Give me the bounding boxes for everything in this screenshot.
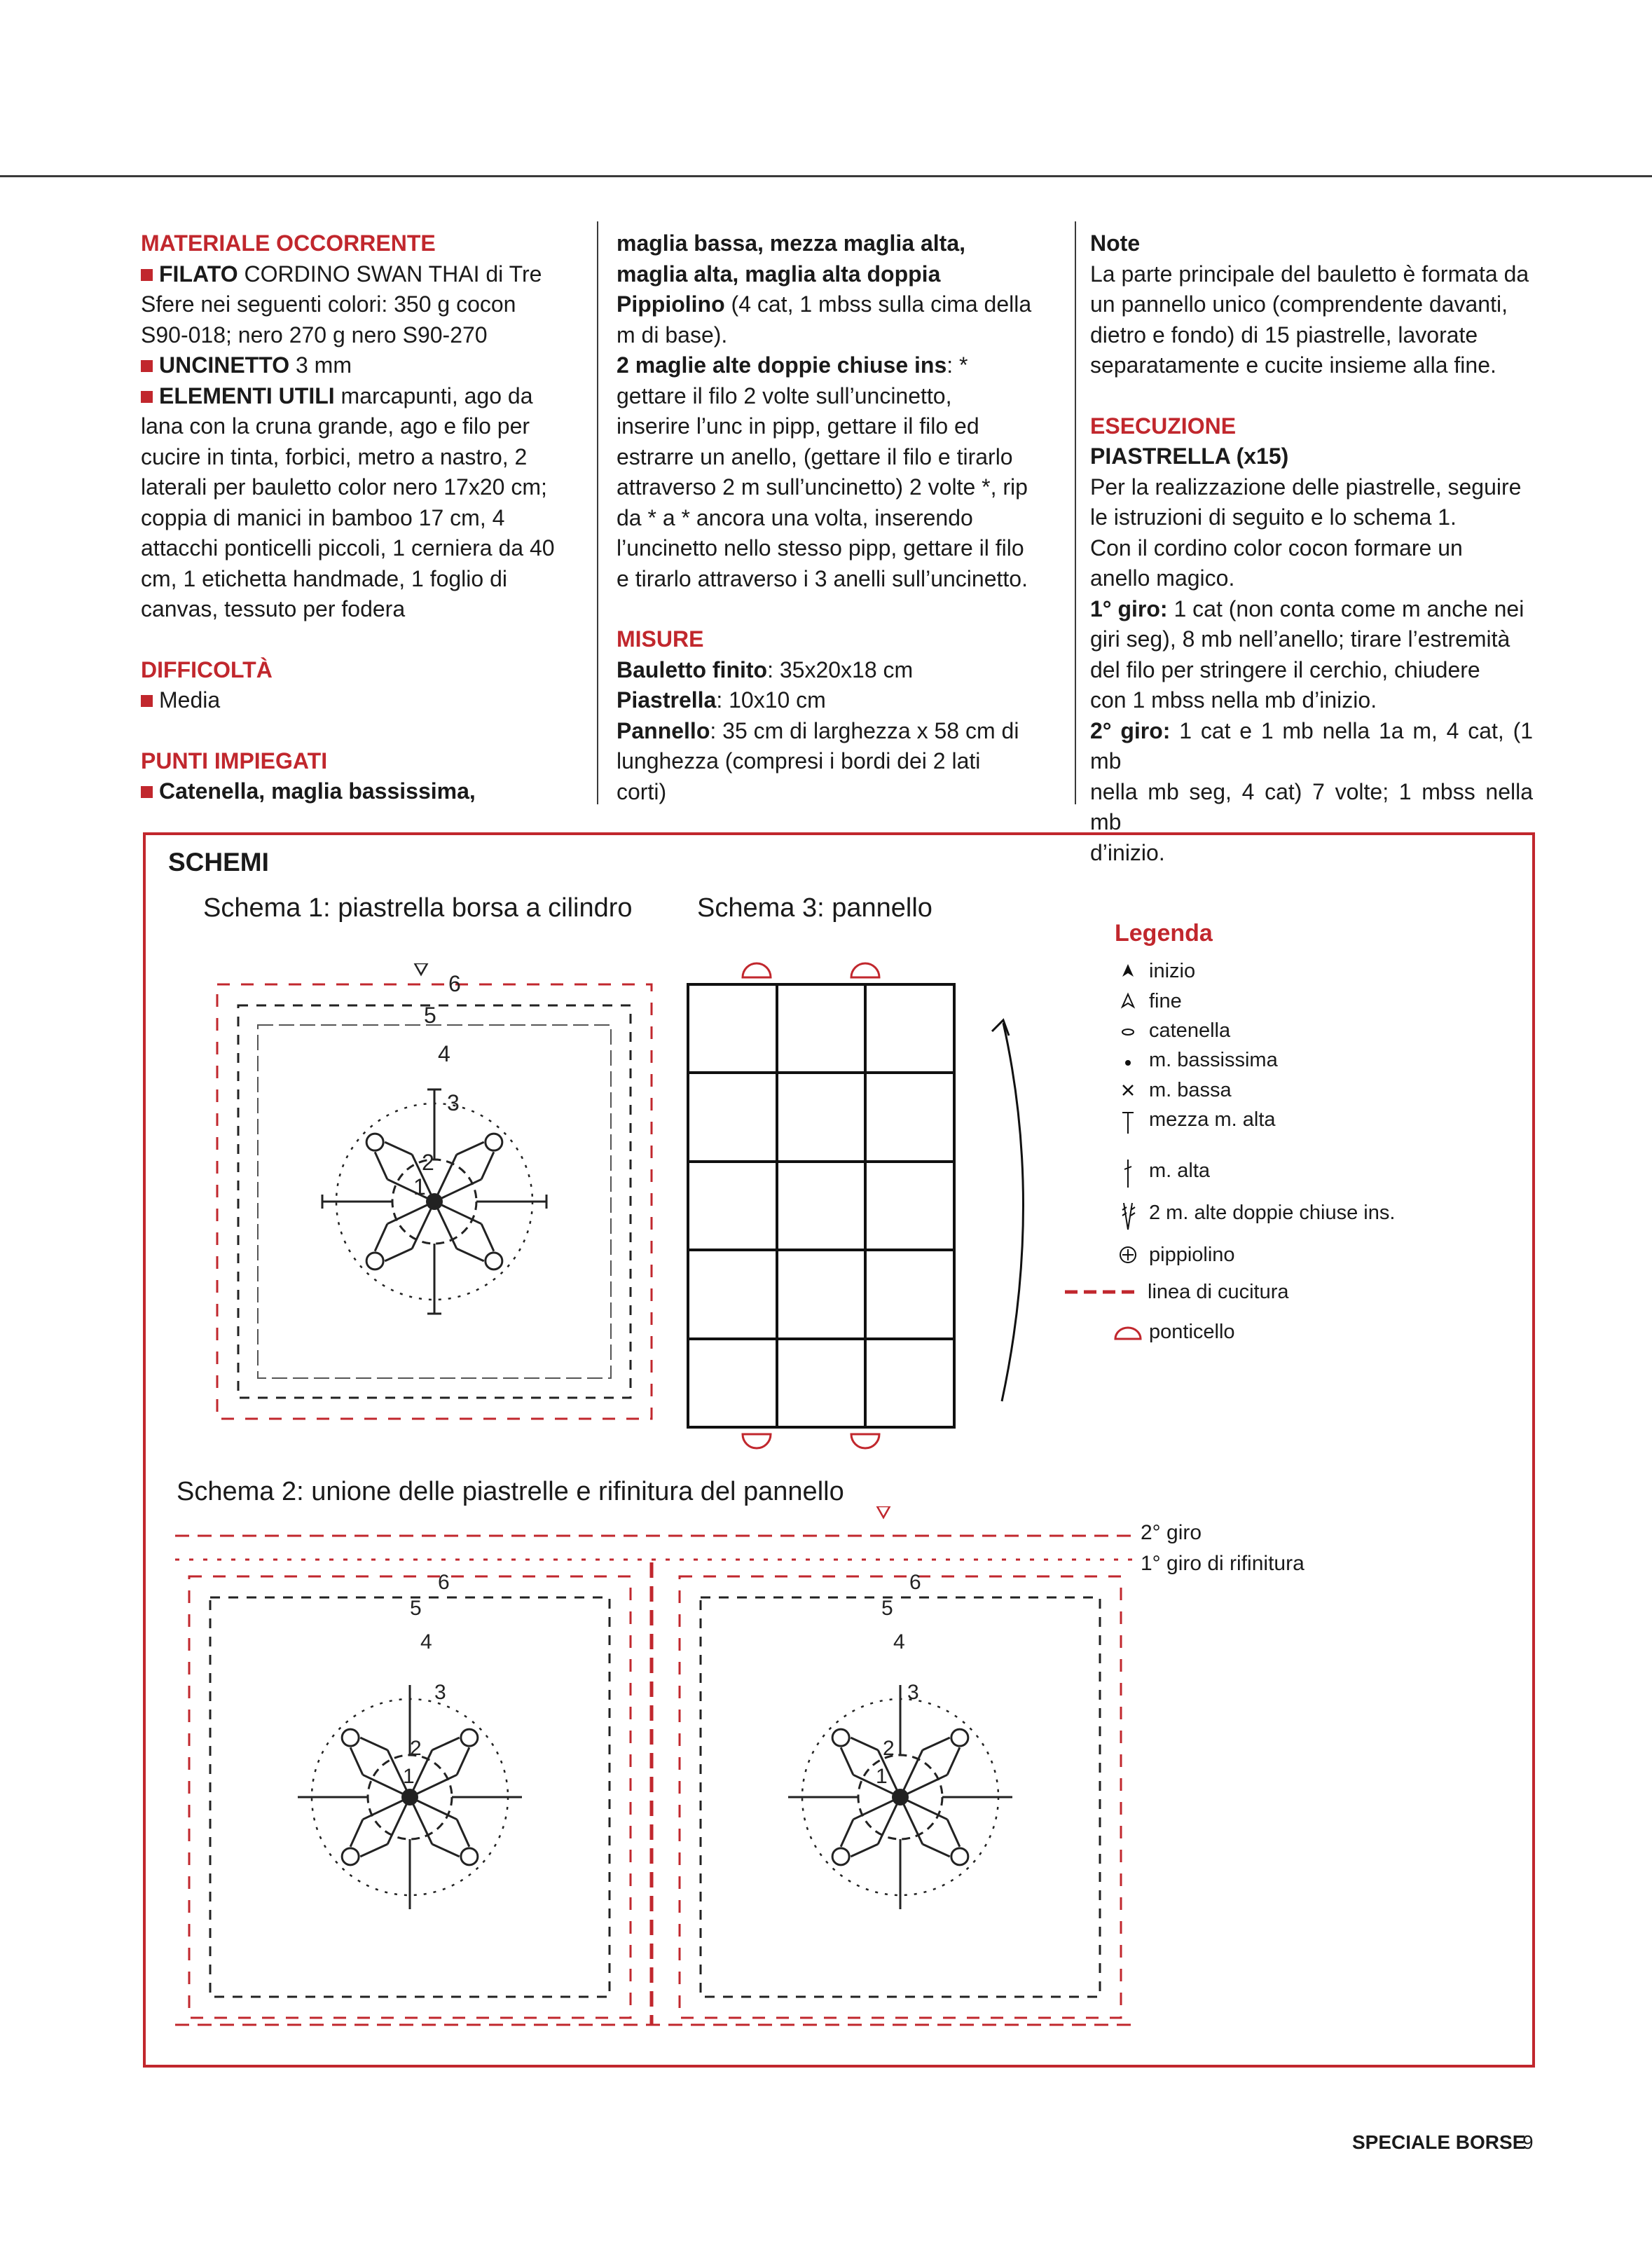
note-title: Note (1090, 231, 1141, 256)
punti-line: Catenella, maglia bassissima, (141, 776, 573, 807)
slip-stitch-dot-icon (1107, 1049, 1149, 1070)
elementi-text: cm, 1 etichetta handmade, 1 foglio di (141, 565, 507, 591)
difficolta-title: DIFFICOLTÀ (141, 656, 273, 682)
bullet-square-icon (141, 695, 153, 707)
picot-icon (1107, 1244, 1149, 1266)
top-rule (0, 175, 1652, 177)
schema2-caption: Schema 2: unione delle piastrelle e rifinitura del pannello (177, 1477, 844, 1506)
finishing-rounds (175, 1536, 1135, 2025)
tile-left (189, 1576, 631, 2018)
svg-text:4: 4 (438, 1041, 450, 1066)
elementi-text: coppia di manici in bamboo 17 cm, 4 (141, 504, 505, 530)
schema3-diagram (680, 953, 1044, 1457)
start-triangle-icon (1107, 960, 1149, 981)
note-text: La parte principale del bauletto è formata da (1090, 261, 1529, 287)
svg-text:2: 2 (410, 1737, 422, 1760)
svg-text:4: 4 (420, 1630, 432, 1653)
round-label-giro2: 2° giro (1141, 1521, 1202, 1544)
round-numbers-left (403, 1571, 450, 1788)
giro2-text: d’inizio. (1090, 839, 1165, 865)
page-footer (1352, 2131, 1534, 2154)
seam-line-icon (1061, 1281, 1138, 1302)
single-crochet-x-icon (1107, 1079, 1149, 1100)
legend-item: m. bassissima (1107, 1049, 1149, 1075)
giro1-line: 1° giro: 1 cat (non conta come m anche nei (1090, 596, 1524, 621)
doppie-line: 2 maglie alte doppie chiuse ins: * (617, 352, 968, 378)
bridge-markers-bottom (743, 1434, 879, 1448)
svg-text:1: 1 (413, 1174, 426, 1199)
svg-text:6: 6 (438, 1571, 450, 1594)
esecuzione-title: ESECUZIONE (1090, 413, 1237, 439)
bullet-square-icon (141, 269, 153, 281)
piastrella-title: PIASTRELLA (x15) (1090, 443, 1289, 469)
svg-text:3: 3 (907, 1681, 919, 1704)
schemi-title: SCHEMI (168, 848, 269, 876)
doppie-text: estrarre un anello, (gettare il filo e tirarlo (617, 443, 1013, 469)
punti-text: maglia alta, maglia alta doppia (617, 261, 941, 287)
doppie-text: inserire l’unc in pipp, gettare il filo ed (617, 413, 979, 439)
svg-text:6: 6 (909, 1571, 921, 1594)
round-numbers-right (876, 1571, 921, 1788)
doppie-text: attraverso 2 m sull’uncinetto) 2 volte *, rip (617, 474, 1028, 500)
giro1-text: giri seg), 8 mb nell’anello; tirare l’estremità (1090, 626, 1510, 652)
schema1-caption: Schema 1: piastrella borsa a cilindro (203, 893, 633, 923)
punti-title: PUNTI IMPIEGATI (141, 748, 328, 773)
bullet-square-icon (141, 786, 153, 798)
legend-item: 2 m. alte doppie chiuse ins. (1107, 1202, 1149, 1238)
bullet-square-icon (141, 360, 153, 372)
svg-text:4: 4 (893, 1630, 905, 1653)
legend-item: linea di cucitura (1061, 1281, 1138, 1307)
elementi-text: laterali per bauletto color nero 17x20 cm; (141, 474, 547, 500)
legend-item: pippiolino (1107, 1244, 1149, 1272)
note-text: dietro e fondo) di 15 piastrelle, lavorate (1090, 322, 1478, 348)
filato-line: FILATO CORDINO SWAN THAI di Tre (141, 259, 573, 290)
footer-section: SPECIALE BORSE (1352, 2131, 1526, 2153)
bridge-semicircle-icon (1107, 1321, 1149, 1343)
pannello-line: Pannello: 35 cm di larghezza x 58 cm di (617, 717, 1019, 743)
filato-text: Sfere nei seguenti colori: 350 g cocon (141, 291, 516, 317)
legend-title: Legenda (1115, 920, 1213, 947)
legend-item: m. bassa (1107, 1079, 1149, 1106)
legend-item: fine (1107, 990, 1149, 1017)
svg-text:6: 6 (448, 971, 461, 996)
column-divider (1075, 221, 1076, 804)
giro2-text: nella mb seg, 4 cat) 7 volte; 1 mbss nella mb (1090, 778, 1533, 834)
svg-text:3: 3 (447, 1090, 460, 1115)
column-1 (141, 228, 573, 807)
elementi-line: ELEMENTI UTILI marcapunti, ago da (141, 381, 573, 412)
column-2 (617, 228, 1059, 807)
legend-item: m. alta (1107, 1160, 1149, 1196)
end-triangle-icon (877, 1506, 890, 1518)
legend-item: inizio (1107, 960, 1149, 986)
note-text: separatamente e cucite insieme alla fine. (1090, 352, 1496, 378)
svg-text:5: 5 (424, 1003, 436, 1028)
chain-oval-icon (1107, 1019, 1149, 1040)
esecuzione-text: Con il cordino color cocon formare un (1090, 535, 1463, 560)
end-triangle-icon (1107, 990, 1149, 1011)
svg-text:2: 2 (883, 1737, 895, 1760)
difficolta-line: Media (141, 685, 573, 716)
elementi-text: lana con la cruna grande, ago e filo per (141, 413, 530, 439)
svg-text:5: 5 (410, 1597, 422, 1620)
svg-text:3: 3 (434, 1681, 446, 1704)
giro2-line: 2° giro: 1 cat e 1 mb nella 1a m, 4 cat, (1 mb (1090, 717, 1534, 773)
misure-title: MISURE (617, 626, 704, 652)
bridge-markers-top (743, 963, 879, 977)
round-label-rifinitura: 1° giro di rifinitura (1141, 1552, 1305, 1575)
pippiolino-text: m di base). (617, 322, 728, 348)
punti-text: maglia bassa, mezza maglia alta, (617, 231, 966, 256)
svg-text:1: 1 (403, 1765, 415, 1788)
filato-text: S90-018; nero 270 g nero S90-270 (141, 322, 488, 348)
schema3-caption: Schema 3: pannello (697, 893, 932, 923)
page-number: 9 (1522, 2131, 1534, 2153)
half-double-t-icon (1107, 1108, 1149, 1136)
double-crochet-icon (1107, 1160, 1149, 1190)
doppie-text: e tirarlo attraverso i 3 anelli sull’uncinetto. (617, 565, 1028, 591)
svg-text:5: 5 (881, 1597, 893, 1620)
giro1-text: del filo per stringere il cerchio, chiudere (1090, 656, 1480, 682)
end-triangle-icon (415, 963, 427, 975)
materiale-title: MATERIALE OCCORRENTE (141, 231, 436, 256)
elementi-text: cucire in tinta, forbici, metro a nastro, 2 (141, 443, 528, 469)
bullet-square-icon (141, 391, 153, 403)
panel-grid (688, 984, 954, 1427)
legend-item: ponticello (1107, 1321, 1149, 1349)
doppie-text: da * a * ancora una volta, inserendo (617, 504, 973, 530)
double-treble-cluster-icon (1107, 1202, 1149, 1232)
esecuzione-text: anello magico. (1090, 565, 1235, 591)
elementi-text: canvas, tessuto per fodera (141, 596, 406, 621)
column-3 (1090, 228, 1533, 868)
svg-text:1: 1 (876, 1765, 888, 1788)
tile-motif (322, 1089, 546, 1314)
pannello-text: corti) (617, 778, 667, 804)
piastrella-line: Piastrella: 10x10 cm (617, 687, 826, 713)
giro1-text: con 1 mbss nella mb d’inizio. (1090, 687, 1377, 713)
pippiolino-line: Pippiolino (4 cat, 1 mbss sulla cima della (617, 291, 1032, 317)
note-text: un pannello unico (comprendente davanti, (1090, 291, 1508, 317)
svg-text:2: 2 (422, 1150, 434, 1175)
schema1-diagram (196, 963, 673, 1440)
elementi-text: attacchi ponticelli piccoli, 1 cerniera da 40 (141, 535, 555, 560)
legend-item: catenella (1107, 1019, 1149, 1046)
schema2-diagram (168, 1506, 1142, 2046)
assembly-arrow (992, 1020, 1024, 1401)
pannello-text: lunghezza (compresi i bordi dei 2 lati (617, 748, 981, 773)
esecuzione-text: Per la realizzazione delle piastrelle, seguire (1090, 474, 1522, 500)
esecuzione-text: le istruzioni di seguito e lo schema 1. (1090, 504, 1457, 530)
column-divider (597, 221, 598, 804)
bauletto-line: Bauletto finito: 35x20x18 cm (617, 656, 914, 682)
doppie-text: gettare il filo 2 volte sull’uncinetto, (617, 383, 952, 408)
doppie-text: l’uncinetto nello stesso pipp, gettare il filo (617, 535, 1024, 560)
legend-item: mezza m. alta (1107, 1108, 1149, 1142)
uncinetto-line: UNCINETTO 3 mm (141, 350, 573, 381)
